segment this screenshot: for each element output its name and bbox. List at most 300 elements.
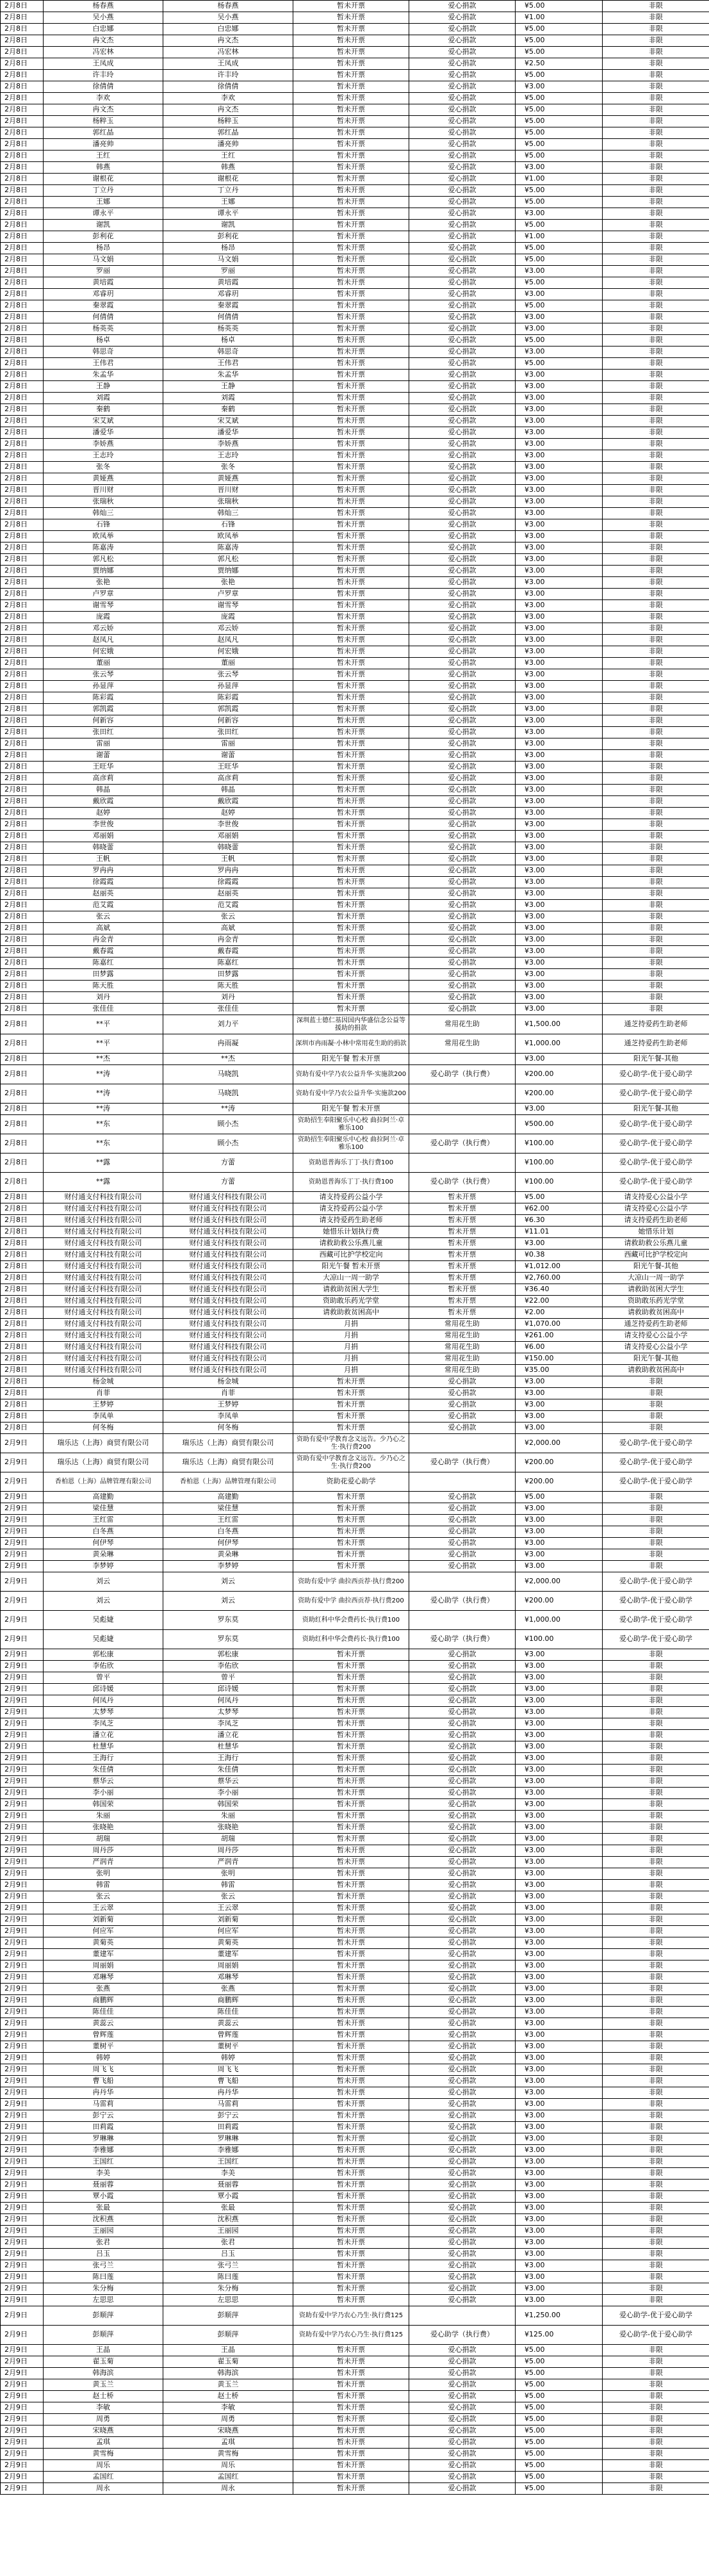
table-row (1, 2133, 709, 2145)
category-cell: 爱心捐款 (409, 981, 516, 992)
recipient-cell: 冉金青 (163, 934, 293, 946)
department-cell: 非限 (603, 785, 709, 796)
department-cell: 非限 (603, 1, 709, 12)
table-row (1, 1526, 709, 1538)
amount-cell: ¥5.00 (516, 1, 603, 12)
purpose-cell: 暂未开票 (293, 508, 409, 519)
table-row (1, 1799, 709, 1811)
table-row (1, 335, 709, 346)
department-cell: 非限 (603, 1411, 709, 1423)
donation-table-body (1, 1, 709, 2495)
department-cell: 非限 (603, 2076, 709, 2087)
date-cell: 2月8日 (1, 750, 44, 762)
category-cell: 爱心助学（执行费） (409, 1134, 516, 1153)
donor-cell: 戴春霞 (44, 946, 163, 958)
department-cell: 非限 (603, 508, 709, 519)
date-cell: 2月8日 (1, 416, 44, 427)
department-cell: 非限 (603, 2145, 709, 2156)
amount-cell: ¥3.00 (516, 785, 603, 796)
date-cell: 2月8日 (1, 900, 44, 911)
amount-cell: ¥5.00 (516, 47, 603, 58)
table-row (1, 2099, 709, 2110)
purpose-cell: 暂未开票 (293, 1549, 409, 1561)
amount-cell: ¥3.00 (516, 1549, 603, 1561)
purpose-cell: 暂未开票 (293, 2133, 409, 2145)
recipient-cell: 王海行 (163, 1753, 293, 1765)
amount-cell: ¥3.00 (516, 1799, 603, 1811)
table-row (1, 450, 709, 462)
purpose-cell: 暂未开票 (293, 1423, 409, 1434)
recipient-cell: 宋艾斌 (163, 416, 293, 427)
table-row (1, 1811, 709, 1822)
amount-cell: ¥3.00 (516, 1834, 603, 1845)
amount-cell: ¥3.00 (516, 865, 603, 877)
date-cell: 2月8日 (1, 704, 44, 715)
recipient-cell: 郭松康 (163, 1649, 293, 1661)
department-cell: 非限 (603, 1684, 709, 1695)
amount-cell: ¥3.00 (516, 635, 603, 646)
recipient-cell: 财付通支付科技有限公司 (163, 1319, 293, 1330)
recipient-cell: 瑞乐达（上海）商贸有限公司 (163, 1434, 293, 1453)
date-cell: 2月9日 (1, 2007, 44, 2018)
category-cell: 爱心捐款 (409, 923, 516, 934)
purpose-cell: 暂未开票 (293, 831, 409, 842)
date-cell: 2月9日 (1, 2099, 44, 2110)
category-cell: 爱心捐款 (409, 1672, 516, 1684)
department-cell: 非限 (603, 1649, 709, 1661)
date-cell: 2月8日 (1, 1353, 44, 1365)
amount-cell: ¥3.00 (516, 473, 603, 485)
department-cell: 非限 (603, 1695, 709, 1707)
date-cell: 2月9日 (1, 1995, 44, 2007)
purpose-cell: 暂未开票 (293, 1526, 409, 1538)
donor-cell: 朱孟华 (44, 370, 163, 381)
date-cell: 2月8日 (1, 35, 44, 47)
department-cell: 爱心助学-优于爱心助学 (603, 1065, 709, 1084)
date-cell: 2月8日 (1, 646, 44, 658)
category-cell: 爱心捐款 (409, 1822, 516, 1834)
amount-cell: ¥3.00 (516, 2087, 603, 2099)
donor-cell: 王凤成 (44, 58, 163, 70)
purpose-cell: 暂未开票 (293, 2053, 409, 2064)
purpose-cell: 暂未开票 (293, 2283, 409, 2295)
recipient-cell: 聂丽蓉 (163, 2180, 293, 2191)
purpose-cell: 阳光午餐 暂未开票 (293, 1054, 409, 1065)
table-row (1, 1561, 709, 1572)
category-cell: 常用花生助 (409, 1365, 516, 1376)
recipient-cell: 覃小霞 (163, 2191, 293, 2203)
category-cell: 暂未开票 (409, 1215, 516, 1227)
amount-cell: ¥3.00 (516, 1937, 603, 1949)
table-row (1, 669, 709, 681)
category-cell: 暂未开票 (409, 1250, 516, 1261)
donor-cell: 杨英英 (44, 323, 163, 335)
department-cell: 非限 (603, 773, 709, 785)
recipient-cell: 财付通支付科技有限公司 (163, 1238, 293, 1250)
department-cell: 非限 (603, 427, 709, 439)
donor-cell: 朱分梅 (44, 2283, 163, 2295)
category-cell: 爱心捐款 (409, 2356, 516, 2368)
category-cell (409, 1104, 516, 1115)
department-cell: 非限 (603, 750, 709, 762)
amount-cell: ¥3.00 (516, 762, 603, 773)
recipient-cell: 何凤丹 (163, 1695, 293, 1707)
donor-cell: 香柏恩（上海）品牌管理有限公司 (44, 1472, 163, 1492)
recipient-cell: 彭顺萍 (163, 2326, 293, 2345)
table-row (1, 58, 709, 70)
purpose-cell: 暂未开票 (293, 877, 409, 888)
amount-cell: ¥3.00 (516, 2145, 603, 2156)
recipient-cell: 赵婷 (163, 808, 293, 819)
date-cell: 2月9日 (1, 2226, 44, 2237)
date-cell: 2月9日 (1, 2356, 44, 2368)
purpose-cell: 暂未开票 (293, 93, 409, 104)
department-cell: 非限 (603, 2099, 709, 2110)
date-cell: 2月8日 (1, 404, 44, 416)
category-cell: 爱心捐款 (409, 2460, 516, 2472)
date-cell: 2月8日 (1, 1296, 44, 1307)
purpose-cell: 暂未开票 (293, 2295, 409, 2306)
amount-cell: ¥2.00 (516, 1307, 603, 1319)
recipient-cell: 张瑞秋 (163, 496, 293, 508)
purpose-cell: 月捐 (293, 1365, 409, 1376)
purpose-cell: 暂未开票 (293, 81, 409, 93)
purpose-cell: 暂未开票 (293, 589, 409, 600)
donor-cell: **东 (44, 1115, 163, 1134)
purpose-cell: 暂未开票 (293, 2425, 409, 2437)
donor-cell: 杨春燕 (44, 1, 163, 12)
amount-cell: ¥3.00 (516, 911, 603, 923)
department-cell: 非限 (603, 2425, 709, 2437)
category-cell: 爱心捐款 (409, 681, 516, 692)
department-cell: 非限 (603, 1730, 709, 1741)
amount-cell: ¥3.00 (516, 2122, 603, 2133)
amount-cell: ¥11.01 (516, 1227, 603, 1238)
purpose-cell: 暂未开票 (293, 1672, 409, 1684)
department-cell: 非限 (603, 2460, 709, 2472)
recipient-cell: 杨春燕 (163, 1, 293, 12)
category-cell: 爱心捐款 (409, 2145, 516, 2156)
purpose-cell: 暂未开票 (293, 762, 409, 773)
purpose-cell: 暂未开票 (293, 692, 409, 704)
donor-cell: 刘新菊 (44, 1914, 163, 1926)
table-row (1, 1034, 709, 1054)
date-cell: 2月8日 (1, 958, 44, 969)
table-row (1, 1423, 709, 1434)
table-row (1, 1153, 709, 1173)
recipient-cell: 邓云娇 (163, 623, 293, 635)
date-cell: 2月8日 (1, 1227, 44, 1238)
department-cell: 非限 (603, 1799, 709, 1811)
amount-cell: ¥3.00 (516, 2237, 603, 2249)
donor-cell: 陈天胜 (44, 981, 163, 992)
amount-cell: ¥3.00 (516, 2260, 603, 2272)
donor-cell: 白冬燕 (44, 1526, 163, 1538)
purpose-cell: 暂未开票 (293, 1004, 409, 1015)
donor-cell: 丁立丹 (44, 185, 163, 197)
category-cell: 爱心捐款 (409, 854, 516, 865)
department-cell: 非限 (603, 715, 709, 727)
category-cell: 爱心捐款 (409, 1423, 516, 1434)
category-cell: 爱心捐款 (409, 185, 516, 197)
department-cell: 非限 (603, 992, 709, 1004)
department-cell: 通芝持爱药生助老师 (603, 1034, 709, 1054)
purpose-cell: 暂未开票 (293, 1538, 409, 1549)
amount-cell: ¥3.00 (516, 439, 603, 450)
date-cell: 2月9日 (1, 1788, 44, 1799)
table-row (1, 2237, 709, 2249)
department-cell: 非限 (603, 1845, 709, 1857)
donor-cell: 谭永平 (44, 208, 163, 220)
category-cell: 爱心捐款 (409, 12, 516, 24)
table-row (1, 646, 709, 658)
recipient-cell: 庞霞 (163, 612, 293, 623)
category-cell: 爱心捐款 (409, 2018, 516, 2030)
donor-cell: 瑞乐达（上海）商贸有限公司 (44, 1434, 163, 1453)
table-row (1, 2391, 709, 2402)
recipient-cell: 方蕾 (163, 1153, 293, 1173)
recipient-cell: 朱分梅 (163, 2283, 293, 2295)
category-cell (409, 1115, 516, 1134)
amount-cell: ¥5.00 (516, 243, 603, 254)
category-cell: 爱心助学（执行费） (409, 1453, 516, 1472)
table-row (1, 496, 709, 508)
donor-cell: 董丽 (44, 658, 163, 669)
recipient-cell: 马晓凯 (163, 1065, 293, 1084)
recipient-cell: 戴春霞 (163, 946, 293, 958)
category-cell: 爱心捐款 (409, 2030, 516, 2041)
date-cell: 2月8日 (1, 808, 44, 819)
donor-cell: 田梦露 (44, 969, 163, 981)
department-cell: 非限 (603, 1972, 709, 1984)
date-cell: 2月8日 (1, 496, 44, 508)
department-cell: 非限 (603, 1661, 709, 1672)
department-cell: 非限 (603, 1672, 709, 1684)
recipient-cell: 张燕 (163, 1984, 293, 1995)
department-cell: 非限 (603, 1822, 709, 1834)
donor-cell: 李娇燕 (44, 439, 163, 450)
date-cell: 2月8日 (1, 1134, 44, 1153)
department-cell: 非限 (603, 104, 709, 116)
purpose-cell: 暂未开票 (293, 346, 409, 358)
amount-cell: ¥3.00 (516, 2214, 603, 2226)
purpose-cell: 暂未开票 (293, 220, 409, 231)
date-cell: 2月9日 (1, 2414, 44, 2425)
purpose-cell: 请支持爱药公益小学 (293, 1203, 409, 1215)
table-row (1, 1084, 709, 1104)
department-cell: 非限 (603, 381, 709, 393)
purpose-cell: 暂未开票 (293, 2449, 409, 2460)
department-cell: 非限 (603, 1949, 709, 1961)
donor-cell: 庞霞 (44, 612, 163, 623)
donor-cell: 杨金城 (44, 1376, 163, 1388)
table-row (1, 439, 709, 450)
purpose-cell: 暂未开票 (293, 2472, 409, 2483)
date-cell: 2月9日 (1, 1630, 44, 1649)
category-cell: 暂未开票 (409, 1261, 516, 1273)
category-cell: 爱心捐款 (409, 254, 516, 266)
purpose-cell: 她惜乐计划执行费 (293, 1227, 409, 1238)
amount-cell: ¥3.00 (516, 923, 603, 934)
department-cell: 非限 (603, 485, 709, 496)
department-cell: 非限 (603, 1492, 709, 1503)
date-cell: 2月8日 (1, 473, 44, 485)
amount-cell: ¥5.00 (516, 2472, 603, 2483)
date-cell: 2月9日 (1, 2214, 44, 2226)
department-cell: 非限 (603, 2472, 709, 2483)
category-cell: 爱心捐款 (409, 2345, 516, 2356)
recipient-cell: 王云翠 (163, 1903, 293, 1914)
amount-cell: ¥3.00 (516, 842, 603, 854)
department-cell: 非限 (603, 969, 709, 981)
recipient-cell: 朱佳倩 (163, 1765, 293, 1776)
purpose-cell: 暂未开票 (293, 934, 409, 946)
category-cell: 常用花生助 (409, 1353, 516, 1365)
table-row (1, 162, 709, 174)
category-cell: 爱心捐款 (409, 646, 516, 658)
department-cell: 爱心助学-优于爱心助学 (603, 2326, 709, 2345)
amount-cell: ¥3.00 (516, 208, 603, 220)
department-cell: 非限 (603, 266, 709, 277)
recipient-cell: 财付通支付科技有限公司 (163, 1203, 293, 1215)
recipient-cell: 谢雪琴 (163, 600, 293, 612)
date-cell: 2月8日 (1, 151, 44, 162)
donor-cell: 杜慧华 (44, 1741, 163, 1753)
table-row (1, 2368, 709, 2379)
purpose-cell: 暂未开票 (293, 243, 409, 254)
purpose-cell: 请支持爱药生助老师 (293, 1215, 409, 1227)
amount-cell: ¥3.00 (516, 577, 603, 589)
donor-cell: 谢凯 (44, 220, 163, 231)
purpose-cell: 暂未开票 (293, 1753, 409, 1765)
date-cell: 2月9日 (1, 1684, 44, 1695)
department-cell: 非限 (603, 2110, 709, 2122)
department-cell: 非限 (603, 1811, 709, 1822)
recipient-cell: 彭宁云 (163, 2110, 293, 2122)
recipient-cell: 石锋 (163, 519, 293, 531)
purpose-cell: 暂未开票 (293, 312, 409, 323)
category-cell: 爱心捐款 (409, 2180, 516, 2191)
recipient-cell: 王帆 (163, 854, 293, 865)
category-cell: 爱心捐款 (409, 911, 516, 923)
category-cell: 爱心捐款 (409, 104, 516, 116)
donor-cell: 朱佳倩 (44, 1765, 163, 1776)
date-cell: 2月8日 (1, 1376, 44, 1388)
date-cell: 2月8日 (1, 738, 44, 750)
department-cell: 非限 (603, 1718, 709, 1730)
table-row (1, 1330, 709, 1342)
table-row (1, 1707, 709, 1718)
category-cell: 爱心捐款 (409, 81, 516, 93)
department-cell: 非限 (603, 70, 709, 81)
date-cell: 2月8日 (1, 658, 44, 669)
table-row (1, 254, 709, 266)
recipient-cell: 张田红 (163, 727, 293, 738)
amount-cell: ¥5.00 (516, 197, 603, 208)
department-cell: 非限 (603, 254, 709, 266)
table-row (1, 808, 709, 819)
table-row (1, 831, 709, 842)
category-cell: 爱心捐款 (409, 174, 516, 185)
category-cell: 爱心捐款 (409, 496, 516, 508)
recipient-cell: 田莉霞 (163, 2122, 293, 2133)
department-cell: 非限 (603, 1515, 709, 1526)
date-cell: 2月8日 (1, 162, 44, 174)
donor-cell: 财付通支付科技有限公司 (44, 1273, 163, 1284)
date-cell: 2月9日 (1, 2368, 44, 2379)
table-row (1, 2356, 709, 2368)
category-cell: 爱心捐款 (409, 2156, 516, 2168)
recipient-cell: 晋川财 (163, 485, 293, 496)
date-cell: 2月9日 (1, 1453, 44, 1472)
category-cell (409, 2306, 516, 2326)
amount-cell: ¥1,250.00 (516, 2306, 603, 2326)
department-cell: 非限 (603, 2041, 709, 2053)
table-row (1, 1215, 709, 1227)
recipient-cell: 杨金城 (163, 1376, 293, 1388)
department-cell: 请支持爱心公益小学 (603, 1203, 709, 1215)
date-cell: 2月8日 (1, 277, 44, 289)
department-cell: 非限 (603, 600, 709, 612)
date-cell: 2月9日 (1, 2391, 44, 2402)
date-cell: 2月9日 (1, 2064, 44, 2076)
table-row (1, 888, 709, 900)
category-cell: 爱心捐款 (409, 277, 516, 289)
recipient-cell: 谢蕾 (163, 750, 293, 762)
purpose-cell: 暂未开票 (293, 1376, 409, 1388)
recipient-cell: 香柏恩（上海）品牌管理有限公司 (163, 1472, 293, 1492)
date-cell: 2月8日 (1, 58, 44, 70)
recipient-cell: 杨卓 (163, 335, 293, 346)
amount-cell: ¥3.00 (516, 1238, 603, 1250)
date-cell: 2月9日 (1, 1538, 44, 1549)
recipient-cell: 李世俊 (163, 819, 293, 831)
donor-cell: 周飞飞 (44, 2064, 163, 2076)
date-cell: 2月9日 (1, 2345, 44, 2356)
date-cell: 2月8日 (1, 877, 44, 888)
category-cell: 爱心捐款 (409, 1399, 516, 1411)
category-cell: 爱心捐款 (409, 47, 516, 58)
category-cell: 爱心捐款 (409, 1538, 516, 1549)
category-cell: 爱心捐款 (409, 300, 516, 312)
date-cell: 2月9日 (1, 2283, 44, 2295)
table-row (1, 1649, 709, 1661)
amount-cell: ¥3.00 (516, 1949, 603, 1961)
amount-cell: ¥3.00 (516, 1004, 603, 1015)
table-row (1, 243, 709, 254)
category-cell: 爱心捐款 (409, 750, 516, 762)
date-cell: 2月9日 (1, 2191, 44, 2203)
donor-cell: 谢雪琴 (44, 600, 163, 612)
date-cell: 2月8日 (1, 381, 44, 393)
department-cell: 非限 (603, 1388, 709, 1399)
department-cell: 非限 (603, 704, 709, 715)
date-cell: 2月9日 (1, 2326, 44, 2345)
category-cell: 爱心捐款 (409, 554, 516, 566)
purpose-cell: 暂未开票 (293, 1926, 409, 1937)
table-row (1, 1695, 709, 1707)
department-cell: 非限 (603, 2018, 709, 2030)
category-cell: 爱心捐款 (409, 1492, 516, 1503)
amount-cell: ¥3.00 (516, 2076, 603, 2087)
purpose-cell: 资助恩普海乐丁丁·执行费100 (293, 1153, 409, 1173)
donor-cell: 何新容 (44, 715, 163, 727)
purpose-cell: 暂未开票 (293, 1834, 409, 1845)
department-cell: 非限 (603, 58, 709, 70)
date-cell: 2月8日 (1, 669, 44, 681)
recipient-cell: 李美 (163, 2168, 293, 2180)
table-row (1, 81, 709, 93)
